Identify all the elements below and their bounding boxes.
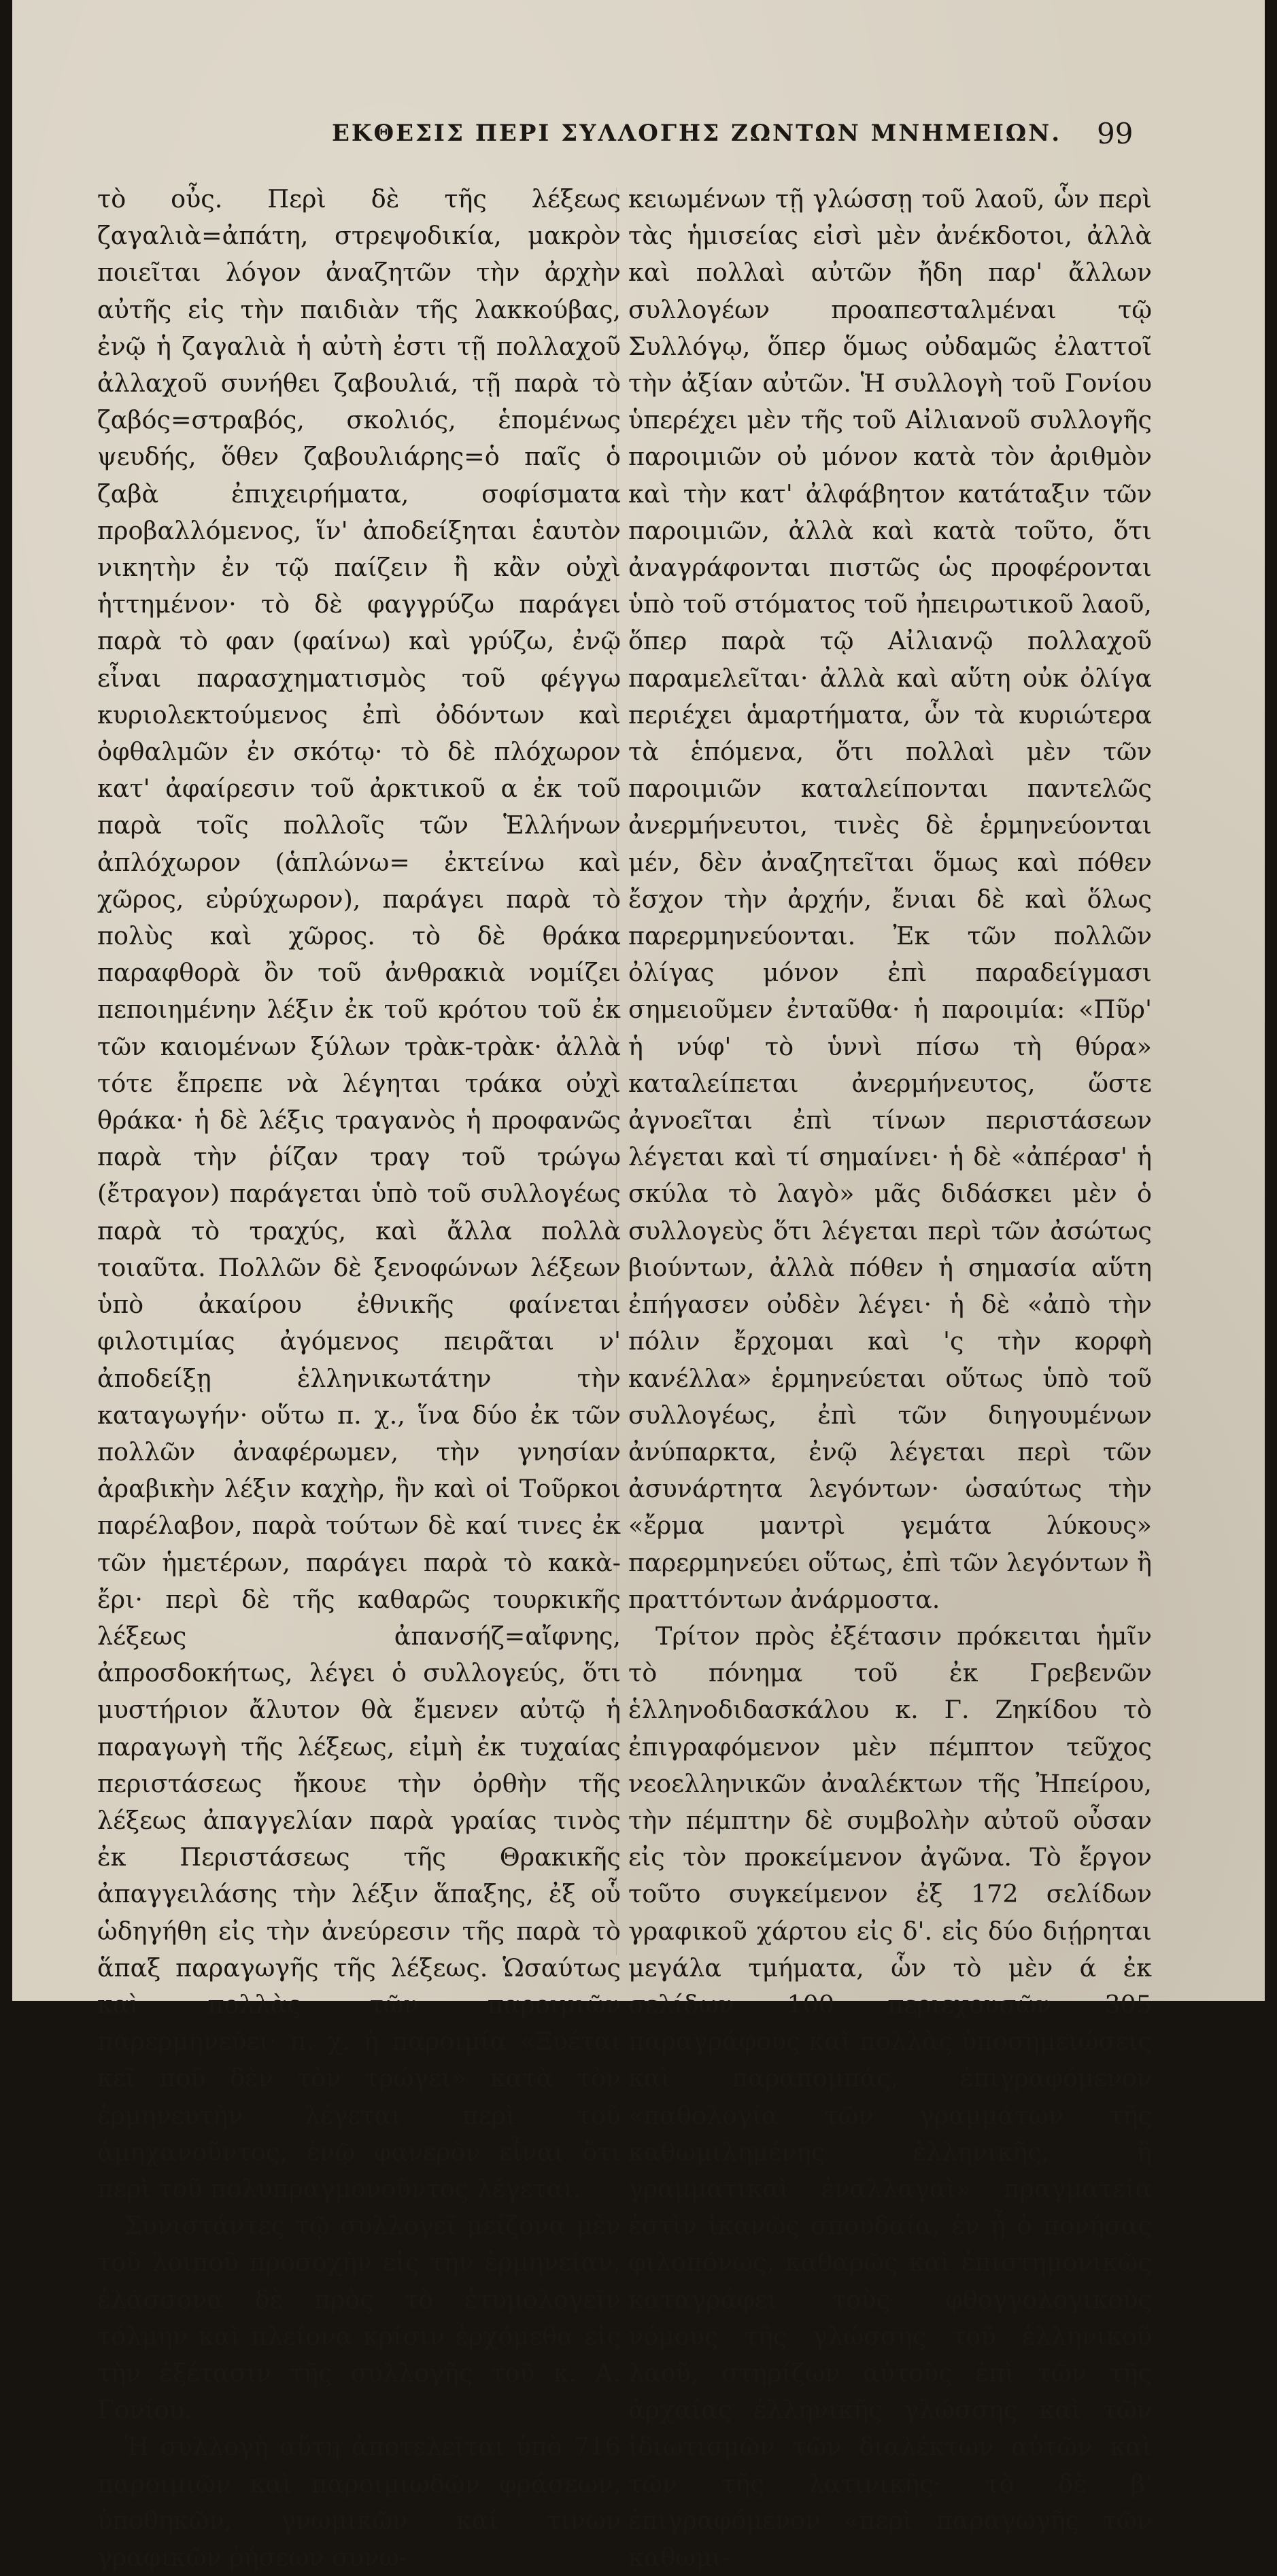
column-divider [616,188,617,1955]
left-paragraph-1: τὸ οὖς. Περὶ δὲ τῆς λέξεως ζαγαλιὰ=ἀπάτη, στρεψοδικία, μακρὸν ποιεῖται λόγον ἀναζητῶν τὴν ἀρχὴν αὐτῆς εἰς τὴν παιδιὰν τῆς λακκούβας, ἐνῷ ἡ ζαγαλιὰ ἡ αὐτὴ ἐστι τῇ πολλαχοῦ ἀλλαχοῦ συνήθει ζαβουλιά, τῇ παρὰ τὸ ζαβός=στραβός, σκολιός, ἑπομένως ψευδής, ὅθεν ζαβουλιάρης=ὁ παῖς ὁ ζαβὰ ἐπιχειρήματα, σοφίσματα προβαλλόμενος, ἵν' ἀποδείξηται ἑαυτὸν νικητὴν ἐν τῷ παίζειν ἢ κἂν οὐχὶ ἡττημένον· τὸ δὲ φαγγρύζω παράγει παρὰ τὸ φαν (φαίνω) καὶ γρύζω, ἐνῷ εἶναι παρασχηματισμὸς τοῦ φέγγω κυριολεκτούμενος ἐπὶ ὀδόντων καὶ ὀφθαλμῶν ἐν σκότῳ· τὸ δὲ πλόχωρον κατ' ἀφαίρεσιν τοῦ ἀρκτικοῦ α ἐκ τοῦ παρὰ τοῖς πολλοῖς τῶν Ἑλλήνων ἀπλόχωρον (ἁπλώνω= ἐκτείνω καὶ χῶρος, εὐρύχωρον), παράγει παρὰ τὸ πολὺς καὶ χῶρος. τὸ δὲ θράκα παραφθορὰ ὂν τοῦ ἀνθρακιὰ νομίζει πεποιημένην λέξιν ἐκ τοῦ κρότου τοῦ ἐκ τῶν καιομένων ξύλων τρὰκ-τρὰκ· ἀλλὰ τότε ἔπρεπε νὰ λέγηται τράκα οὐχὶ θράκα· ἡ δὲ λέξις τραγανὸς ἡ προφανῶς παρὰ τὴν ῥίζαν τραγ τοῦ τρώγω (ἔτραγον) παράγεται ὑπὸ τοῦ συλλογέως παρὰ τὸ τραχύς, καὶ ἄλλα πολλὰ τοιαῦτα. Πολλῶν δὲ ξενοφώνων λέξεων ὑπὸ ἀκαίρου ἐθνικῆς φαίνεται φιλοτιμίας ἀγόμενος πειρᾶται ν' ἀποδείξῃ ἑλληνικωτάτην τὴν καταγωγήν· οὕτω π. χ., ἵνα δύο ἐκ τῶν πολλῶν ἀναφέρωμεν, τὴν γνησίαν ἀραβικὴν λέξιν καχὴρ, ἣν καὶ οἱ Τοῦρκοι παρέλαβον, παρὰ τούτων δὲ καί τινες ἐκ τῶν ἡμετέρων, παράγει παρὰ τὸ κακὰ-ἔρι· περὶ δὲ τῆς καθαρῶς τουρκικῆς λέξεως ἀπανσήζ=αἴφνης, ἀπροσδοκήτως, λέγει ὁ συλλογεύς, ὅτι μυστήριον ἄλυτον θὰ ἔμενεν αὐτῷ ἡ παραγωγὴ τῆς λέξεως, εἰμὴ ἐκ τυχαίας περιστάσεως ἤκουε τὴν ὀρθὴν τῆς λέξεως ἀπαγγελίαν παρὰ γραίας τινὸς ἐκ Περιστάσεως τῆς Θρακικῆς ἀπαγγειλάσης τὴν λέξιν ἅπαξης, ἐξ οὗ ὡδηγήθη εἰς τὴν ἀνεύρεσιν τῆς παρὰ τὸ ἅπαξ παραγωγῆς τῆς λέξεως. Ὡσαύτως καὶ πολλὰς τῶν παροιμιῶν παρερμηνεύει· π. χ. ἡ παροιμία «Ξυέται κεῖ ποῦ δὲν τὸν τρώγει» κατὰ τὸν ἑρμηνευτὴν λέγεται περὶ τοῦ ἀμηχανοῦντος, ἐνῷ φανερὸν εἶναι ὅτι περὶ τοῦ πολυπραγμονοῦντος λέγεται. [97,184,621,2203]
page-number: 99 [1097,117,1134,150]
right-paragraph-2: Τρίτον πρὸς ἐξέτασιν πρόκειται ἡμῖν τὸ πόνημα τοῦ ἐκ Γρεβενῶν ἑλληνοδιδασκάλου κ. Γ. Ζηκίδου τὸ ἐπιγραφόμενον μὲν πέμπτον τεῦχος νεοελληνικῶν ἀναλέκτων τῆς Ἠπείρου, τὴν πέμπτην δὲ συμβολὴν αὐτοῦ οὖσαν εἰς τὸν προκείμενον ἀγῶνα. Τὸ ἔργον τοῦτο συγκείμενον ἐξ 172 σελίδων γραφικοῦ χάρτου εἰς δ'. εἰς δύο διῄρηται μεγάλα τμήματα, ὧν τὸ μὲν ά ἐκ σελίδων 100 περιεχουσῶν 305 παραγράφους καὶ πολλὰς ὑποσημειώσεις καὶ παραπομπάς, ἐπιγραφόμενον «παθολογία τῶν γραμμάτων τῆς καθωμιλημένης ἑλληνικῆς, ἢ γραμματικαὶ ἐναλλαγαὶ» πραγματεία ἐστὶν ἱκανῶς σπουδαία, ἐν ᾗ ὁ πονήσας φιλοπόνως, καθαρῶς καὶ ἐπιστημονικῶς καταγράφει τοὺς φθογγολογικοὺς νόμους τῆς γλώσσης τοῦ ἑλληνικοῦ λαοῦ, στηρίζων αὐτοὺς ἐπὶ τῶν τῆς ἀρχαίας ἑλληνικῆς γλώσσης καὶ τῶν ἰδιωτισμῶν τῶν διαλέκτων αὐτῶν καὶ τῶν τῆς λατινικῆς· τὸ δὲ β' ἐπιγραφόμενον «περὶ παραγωγῆς τῶν καθωμι- [628,1621,1152,2572]
right-paragraph-1: κειωμένων τῇ γλώσσῃ τοῦ λαοῦ, ὧν περὶ τὰς ἡμισείας εἰσὶ μὲν ἀνέκδοτοι, ἀλλὰ καὶ πολλαὶ αὐτῶν ἤδη παρ' ἄλλων συλλογέων προαπεσταλμέναι τῷ Συλλόγῳ, ὅπερ ὅμως οὐδαμῶς ἐλαττοῖ τὴν ἀξίαν αὐτῶν. Ἡ συλλογὴ τοῦ Γονίου ὑπερέχει μὲν τῆς τοῦ Αἰλιανοῦ συλλογῆς παροιμιῶν οὐ μόνον κατὰ τὸν ἀριθμὸν καὶ τὴν κατ' ἀλφάβητον κατάταξιν τῶν παροιμιῶν, ἀλλὰ καὶ κατὰ τοῦτο, ὅτι ἀναγράφονται πιστῶς ὡς προφέρονται ὑπὸ τοῦ στόματος τοῦ ἠπειρωτικοῦ λαοῦ, ὅπερ παρὰ τῷ Αἰλιανῷ πολλαχοῦ παραμελεῖται· ἀλλὰ καὶ αὕτη οὐκ ὀλίγα περιέχει ἁμαρτήματα, ὧν τὰ κυριώτερα τὰ ἑπόμενα, ὅτι πολλαὶ μὲν τῶν παροιμιῶν καταλείπονται παντελῶς ἀνερμήνευτοι, τινὲς δὲ ἑρμηνεύονται μέν, δὲν ἀναζητεῖται ὅμως καὶ πόθεν ἔσχον τὴν ἀρχήν, ἔνιαι δὲ καὶ ὅλως παρερμηνεύονται. Ἐκ τῶν πολλῶν ὀλίγας μόνον ἐπὶ παραδείγμασι σημειοῦμεν ἐνταῦθα· ἡ παροιμία: «Πῦρ' ἡ νύφ' τὸ ὑννὶ πίσω τὴ θύρα» καταλείπεται ἀνερμήνευτος, ὥστε ἀγνοεῖται ἐπὶ τίνων περιστάσεων λέγεται καὶ τί σημαίνει· ἡ δὲ «ἀπέρασ' ἡ σκύλα τὸ λαγὸ» μᾶς διδάσκει μὲν ὁ συλλογεὺς ὅτι λέγεται περὶ τῶν ἀσώτως βιούντων, ἀλλὰ πόθεν ἡ σημασία αὕτη ἐπήγασεν οὐδὲν λέγει· ἡ δὲ «ἀπὸ τὴν πόλιν ἔρχομαι καὶ 'ς τὴν κορφὴ κανέλλα» ἑρμηνεύεται οὕτως ὑπὸ τοῦ συλλογέως, ἐπὶ τῶν διηγουμένων ἀνύπαρκτα, ἐνῷ λέγεται περὶ τῶν ἀσυνάρτητα λεγόντων· ὡσαύτως τὴν «ἔρμα μαντρὶ γεμάτα λύκους» παρερμηνεύει οὕτως, ἐπὶ τῶν λεγόντων ἢ πραττόντων ἀνάρμοστα. [628,184,1152,1614]
book-page [12,0,1265,2572]
right-column [628,181,1152,2576]
left-column [97,181,621,2576]
left-paragraph-3: Ἡ συλλογὴ αὕτη ἀποτελεῖται ὑπὸ 716 παροιμιῶν καὶ παροιμιωδῶν φράσεων, ὑποθηκῶν, γνωμικῶν καί τινων γραφικῶν ῥήσεων συνω- [97,2432,621,2572]
running-head: ΕΚΘΕΣΙΣ ΠΕΡΙ ΣΥΛΛΟΓΗΣ ΖΩΝΤΩΝ ΜΝΗΜΕΙΩΝ. [332,120,1062,147]
left-paragraph-2: Συνιστάντες τῷ συλλογεῖ μείζονα μὲν τοῦ λοιποῦ προσοχὴν εἰς τὴν ἑρμηνείαν, ἐλάσσονα δὲ πρὸς τὸ ἐτυμολογεῖν τόλμην καὶ πλείονα κρίσιν ἐρχόμεθα εἰς τὴν ἐξέτασιν τῆς συλλογῆς τοῦ κ. Α. Γονίου. [97,2211,621,2425]
